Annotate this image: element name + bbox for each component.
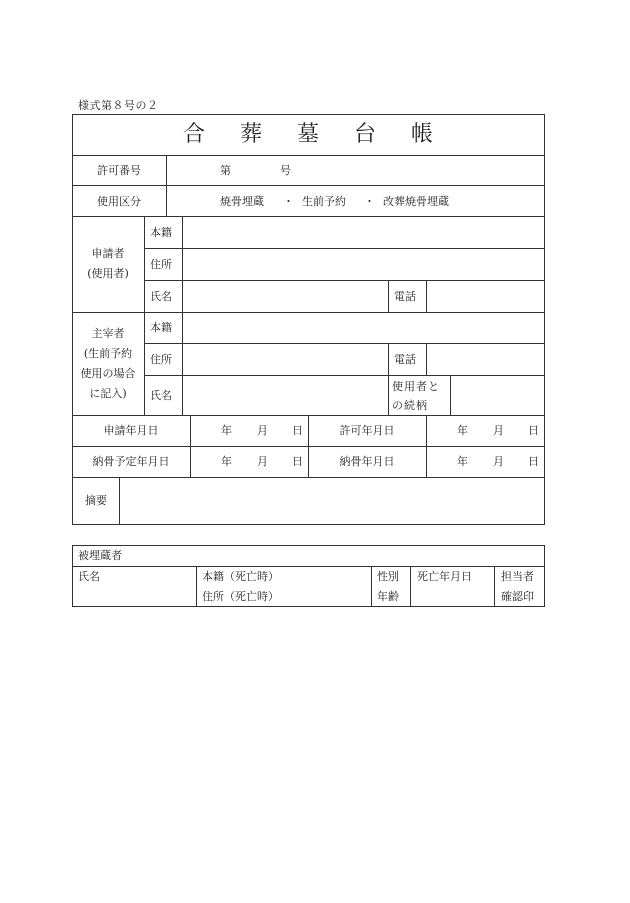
form-number: 様式第８号の２ <box>78 99 159 112</box>
application-date-month[interactable]: 月 <box>257 424 268 437</box>
staff-seal-header: 確認印 <box>501 590 534 603</box>
row-divider <box>144 280 545 281</box>
interment-date-year[interactable]: 年 <box>457 455 468 468</box>
column-divider <box>166 155 167 216</box>
column-divider <box>494 566 495 607</box>
mourner-phone-field[interactable] <box>428 345 544 374</box>
mourner-label: 主宰者 (生前予約 使用の場合 に記入) <box>80 327 136 400</box>
row-divider <box>72 312 545 313</box>
column-divider <box>388 343 389 415</box>
mourner-honseki-label: 本籍 <box>150 321 172 334</box>
mourner-name-label: 氏名 <box>150 389 172 402</box>
planned-interment-day[interactable]: 日 <box>292 455 303 468</box>
permit-dai-text: 第 <box>220 164 231 177</box>
column-divider <box>426 343 427 375</box>
mourner-honseki-field[interactable] <box>184 314 544 342</box>
usage-separator: ・ <box>283 195 294 208</box>
permit-date-month[interactable]: 月 <box>493 424 504 437</box>
column-divider <box>308 415 309 477</box>
permit-date-day[interactable]: 日 <box>528 424 539 437</box>
interment-date-day[interactable]: 日 <box>528 455 539 468</box>
application-date-day[interactable]: 日 <box>292 424 303 437</box>
staff-confirm-header: 担当者 <box>501 570 534 583</box>
interment-date-label: 納骨年月日 <box>339 455 395 468</box>
mourner-address-label: 住所 <box>150 353 172 366</box>
applicant-address-label: 住所 <box>150 258 172 271</box>
buried-persons-header: 被埋蔵者 <box>78 549 122 562</box>
applicant-label: 申請者 (使用者) <box>87 247 129 280</box>
column-divider <box>196 566 197 607</box>
usage-option-reburial[interactable]: 改葬焼骨埋蔵 <box>383 195 449 208</box>
row-divider <box>72 566 545 567</box>
buried-honseki-header: 本籍（死亡時） <box>202 570 279 583</box>
mourner-relation-label: 使用者と の続柄 <box>392 380 440 412</box>
page-title: 合 葬 墓 台 帳 <box>183 122 447 147</box>
buried-persons-table <box>72 545 545 607</box>
row-divider <box>144 248 545 249</box>
mourner-relation-field[interactable] <box>452 377 544 414</box>
buried-death-date-header: 死亡年月日 <box>417 570 472 583</box>
application-date-label: 申請年月日 <box>103 424 159 437</box>
permit-number-label: 許可番号 <box>97 164 141 177</box>
row-divider <box>72 155 545 156</box>
buried-name-header: 氏名 <box>78 570 100 583</box>
application-date-year[interactable]: 年 <box>221 424 232 437</box>
applicant-honseki-label: 本籍 <box>150 226 172 239</box>
column-divider <box>426 415 427 477</box>
column-divider <box>450 375 451 415</box>
planned-interment-month[interactable]: 月 <box>257 455 268 468</box>
buried-age-header: 年齢 <box>377 590 399 603</box>
permit-date-year[interactable]: 年 <box>457 424 468 437</box>
planned-interment-year[interactable]: 年 <box>221 455 232 468</box>
row-divider <box>72 216 545 217</box>
applicant-name-label: 氏名 <box>150 290 172 303</box>
applicant-honseki-field[interactable] <box>184 218 544 247</box>
usage-separator: ・ <box>364 195 375 208</box>
column-divider <box>119 477 120 525</box>
row-divider <box>72 477 545 478</box>
row-divider <box>144 375 545 376</box>
permit-go-text: 号 <box>280 164 291 177</box>
buried-sex-header: 性別 <box>377 570 399 583</box>
mourner-name-field[interactable] <box>184 377 387 414</box>
applicant-phone-field[interactable] <box>428 282 544 311</box>
row-divider <box>72 185 545 186</box>
column-divider <box>410 566 411 607</box>
column-divider <box>144 216 145 415</box>
column-divider <box>182 216 183 415</box>
usage-option-pre-reservation[interactable]: 生前予約 <box>302 195 346 208</box>
interment-date-month[interactable]: 月 <box>493 455 504 468</box>
permit-date-label: 許可年月日 <box>339 424 395 437</box>
remarks-label: 摘要 <box>85 494 107 507</box>
column-divider <box>190 415 191 477</box>
column-divider <box>371 566 372 607</box>
permit-number-field[interactable] <box>236 158 276 182</box>
mourner-phone-label: 電話 <box>394 353 416 366</box>
column-divider <box>388 280 389 312</box>
usage-category-label: 使用区分 <box>97 195 141 208</box>
applicant-address-field[interactable] <box>184 250 544 279</box>
remarks-field[interactable] <box>121 479 544 524</box>
buried-address-header: 住所（死亡時） <box>202 590 279 603</box>
planned-interment-date-label: 納骨予定年月日 <box>92 455 170 468</box>
row-divider <box>144 343 545 344</box>
applicant-phone-label: 電話 <box>394 290 416 303</box>
mourner-address-field[interactable] <box>184 345 387 374</box>
column-divider <box>426 280 427 312</box>
usage-option-ash-burial[interactable]: 焼骨埋蔵 <box>220 195 264 208</box>
applicant-name-field[interactable] <box>184 282 387 311</box>
